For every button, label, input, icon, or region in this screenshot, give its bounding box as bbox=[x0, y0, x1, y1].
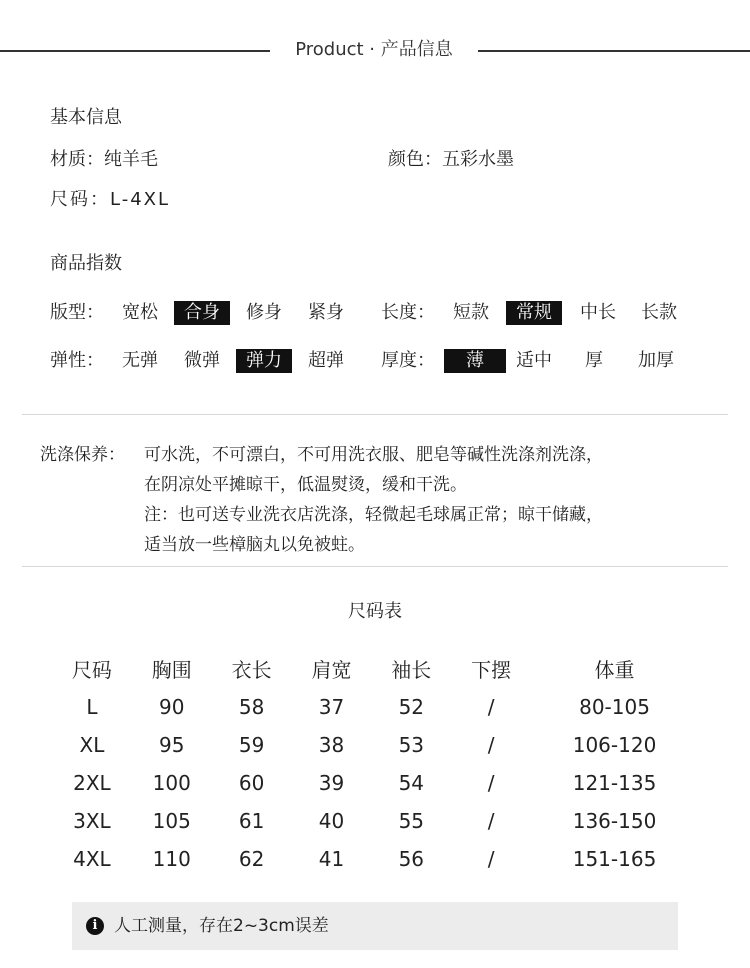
care-label: 洗涤保养： bbox=[40, 445, 125, 465]
elasticity-label: 弹性： bbox=[50, 350, 104, 371]
table-cell: 3XL bbox=[73, 809, 111, 833]
table-cell: 110 bbox=[152, 847, 191, 871]
info-icon: i bbox=[86, 917, 104, 935]
table-cell: 80-105 bbox=[579, 695, 650, 719]
divider bbox=[22, 414, 728, 415]
care-line: 适当放一些樟脑丸以免被蛀。 bbox=[144, 535, 365, 555]
table-cell: 39 bbox=[318, 771, 345, 795]
material-text: 材质：纯羊毛 bbox=[50, 149, 158, 170]
column-header: 体重 bbox=[594, 657, 635, 682]
table-cell: / bbox=[487, 695, 495, 719]
table-cell: 54 bbox=[398, 771, 425, 795]
divider bbox=[22, 566, 728, 567]
table-cell: 41 bbox=[318, 847, 345, 871]
table-cell: / bbox=[487, 809, 495, 833]
size-range-text: 尺码：L-4XL bbox=[50, 189, 171, 210]
table-cell: 2XL bbox=[73, 771, 111, 795]
care-line: 在阴凉处平摊晾干，低温熨烫，缓和干洗。 bbox=[144, 475, 467, 495]
table-cell: 95 bbox=[159, 733, 185, 757]
length-option-selected: 常规 bbox=[506, 301, 562, 325]
thickness-label: 厚度： bbox=[381, 350, 435, 371]
thickness-option: 厚 bbox=[585, 350, 603, 371]
table-row bbox=[52, 688, 698, 726]
table-cell: 58 bbox=[238, 695, 265, 719]
care-line: 注：也可送专业洗衣店洗涤，轻微起毛球属正常；晾干储藏， bbox=[144, 505, 603, 525]
table-cell: / bbox=[487, 847, 495, 871]
fit-option: 紧身 bbox=[308, 302, 344, 323]
table-cell: 40 bbox=[318, 809, 345, 833]
column-header: 胸围 bbox=[151, 657, 192, 682]
table-cell: 61 bbox=[238, 809, 265, 833]
elasticity-option: 超弹 bbox=[308, 350, 344, 371]
size-chart-table bbox=[52, 648, 698, 878]
care-line: 可水洗，不可漂白，不可用洗衣服、肥皂等碱性洗涤剂洗涤， bbox=[144, 445, 603, 465]
table-row bbox=[52, 764, 698, 802]
table-row bbox=[52, 802, 698, 840]
table-cell: 100 bbox=[152, 771, 191, 795]
header-rule-right bbox=[478, 50, 750, 52]
length-label: 长度： bbox=[381, 302, 435, 323]
thickness-option: 适中 bbox=[516, 350, 552, 371]
color-text: 颜色：五彩水墨 bbox=[388, 149, 514, 170]
table-cell: 53 bbox=[398, 733, 425, 757]
table-cell: 52 bbox=[398, 695, 425, 719]
column-header: 肩宽 bbox=[311, 657, 352, 682]
column-header: 衣长 bbox=[231, 657, 272, 682]
elasticity-option: 微弹 bbox=[184, 350, 220, 371]
table-cell: / bbox=[487, 771, 495, 795]
elasticity-option: 无弹 bbox=[122, 350, 158, 371]
measurement-note bbox=[72, 902, 678, 950]
table-cell: 4XL bbox=[73, 847, 111, 871]
elasticity-option-selected: 弹力 bbox=[236, 349, 292, 373]
length-option: 中长 bbox=[580, 302, 616, 323]
column-header: 袖长 bbox=[391, 657, 432, 682]
thickness-option: 加厚 bbox=[638, 350, 674, 371]
table-cell: 60 bbox=[238, 771, 265, 795]
care-text bbox=[144, 440, 744, 560]
table-header-row bbox=[52, 648, 698, 688]
fit-option-selected: 合身 bbox=[174, 301, 230, 325]
table-cell: 105 bbox=[152, 809, 191, 833]
basic-info-heading: 基本信息 bbox=[50, 107, 122, 128]
fit-option: 宽松 bbox=[122, 302, 158, 323]
fit-label: 版型： bbox=[50, 302, 104, 323]
table-cell: 121-135 bbox=[572, 771, 657, 795]
table-row bbox=[52, 726, 698, 764]
length-option: 长款 bbox=[641, 302, 677, 323]
table-cell: 106-120 bbox=[572, 733, 657, 757]
length-option: 短款 bbox=[453, 302, 489, 323]
table-cell: / bbox=[487, 733, 495, 757]
table-cell: 62 bbox=[238, 847, 265, 871]
column-header: 下摆 bbox=[471, 657, 512, 682]
table-row bbox=[52, 840, 698, 878]
table-cell: 56 bbox=[398, 847, 425, 871]
table-cell: 136-150 bbox=[572, 809, 657, 833]
table-cell: 38 bbox=[318, 733, 345, 757]
size-chart-title: 尺码表 bbox=[348, 601, 402, 622]
table-cell: 37 bbox=[318, 695, 345, 719]
column-header: 尺码 bbox=[71, 657, 112, 682]
table-cell: 59 bbox=[238, 733, 265, 757]
table-cell: 151-165 bbox=[572, 847, 657, 871]
note-text: 人工测量，存在2~3cm误差 bbox=[114, 916, 329, 936]
section-title: Product · 产品信息 bbox=[295, 39, 453, 60]
table-cell: 90 bbox=[159, 695, 185, 719]
table-cell: 55 bbox=[398, 809, 425, 833]
section-header bbox=[0, 36, 750, 64]
table-cell: L bbox=[86, 695, 98, 719]
thickness-option-selected: 薄 bbox=[444, 349, 506, 373]
product-index-heading: 商品指数 bbox=[50, 253, 122, 274]
fit-option: 修身 bbox=[246, 302, 282, 323]
header-rule-left bbox=[0, 50, 270, 52]
table-cell: XL bbox=[79, 733, 105, 757]
